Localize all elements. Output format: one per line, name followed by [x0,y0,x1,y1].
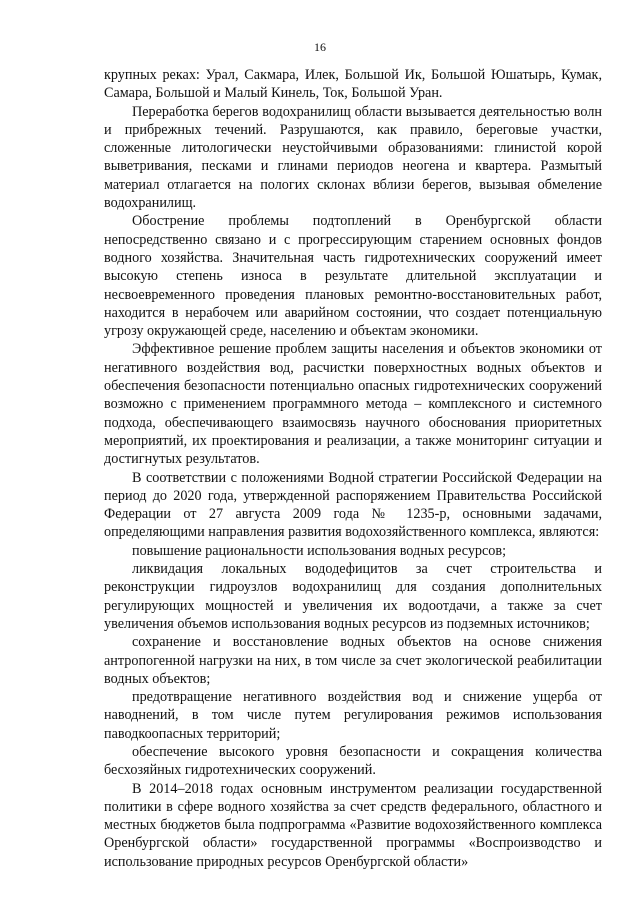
paragraph-shore-processing: Переработка берегов водохранилищ области вызывается деятельностью волн и прибрежных течений. Разрушаются, как правило, береговые участки, сложенные литологически неустойчивыми образованиями: глинистой корой выветривания, песками и глинами периодов неогена и квартера. Размытый материал отлагается на пологих склонах вблизи берегов, вызывая обмеление водохранилищ. [104,103,602,212]
list-item-water-deficit: ликвидация локальных вододефицитов за счет строительства и реконструкции гидроузлов водохранилищ для создания дополнительных регулирующих мощностей и увеличения их водоотдачи, а также за счет увеличения объемов использования водных ресурсов из подземных источников; [104,561,602,632]
page-number: 16 [314,40,326,54]
paragraph-flooding-problem: Обострение проблемы подтоплений в Оренбургской области непосредственно связано и с прогрессирующим старением основных фондов водного хозяйства. Значительная часть гидротехнических сооружений имеет высокую степень износа в результате длительной эксплуатации и несвоевременного проведения плановых ремонтно-восстановительных работ, находится в нерабочем или аварийном состоянии, что создает потенциальную угрозу окружающей среде, населению и объектам экономики. [104,213,602,340]
paragraph-subprogram-2014-2018: В 2014–2018 годах основным инструментом реализации государственной политики в сфере водного хозяйства за счет средств федерального, областного и местных бюджетов была подпрограмма «Развитие водохозяйственного комплекса Оренбургской области» государственной программы «Воспроизводство и использование природных ресурсов Оренбургской области» [104,780,602,870]
paragraph-water-strategy: В соответствии с положениями Водной стратегии Российской Федерации на период до 2020 года, утвержденной распоряжением Правительства Российской Федерации от 27 августа 2009 года № 1235-р, основными задачами, определяющими направления развития водохозяйственного комплекса, являются: [104,469,602,541]
document-body [104,66,602,871]
list-item-hydraulic-safety: обеспечение высокого уровня безопасности и сокращения количества бесхозяйных гидротехнических сооружений. [104,743,602,779]
list-item-flood-prevention: предотвращение негативного воздействия вод и снижение ущерба от наводнений, в том числе путем регулирования режимов использования паводкоопасных территорий; [104,689,602,742]
list-item-water-restoration: сохранение и восстановление водных объектов на основе снижения антропогенной нагрузки на них, в том числе за счет экологической реабилитации водных объектов; [104,634,602,687]
paragraph-rivers-list: крупных реках: Урал, Сакмара, Илек, Большой Ик, Большой Юшатырь, Кумак, Самара, Большой и Малый Кинель, Ток, Большой Уран. [104,67,602,102]
paragraph-program-method: Эффективное решение проблем защиты населения и объектов экономики от негативного воздействия вод, расчистки поверхностных водных объектов и обеспечения безопасности потенциально опасных гидротехнических сооружений возможно с применением программного метода – комплексного и системного подхода, обеспечивающего взаимосвязь научного обоснования приоритетных мероприятий, их проектирования и реализации, а также мониторинг ситуации и достигнутых результатов. [104,341,602,468]
list-item-water-use-efficiency: повышение рациональности использования водных ресурсов; [132,542,507,559]
